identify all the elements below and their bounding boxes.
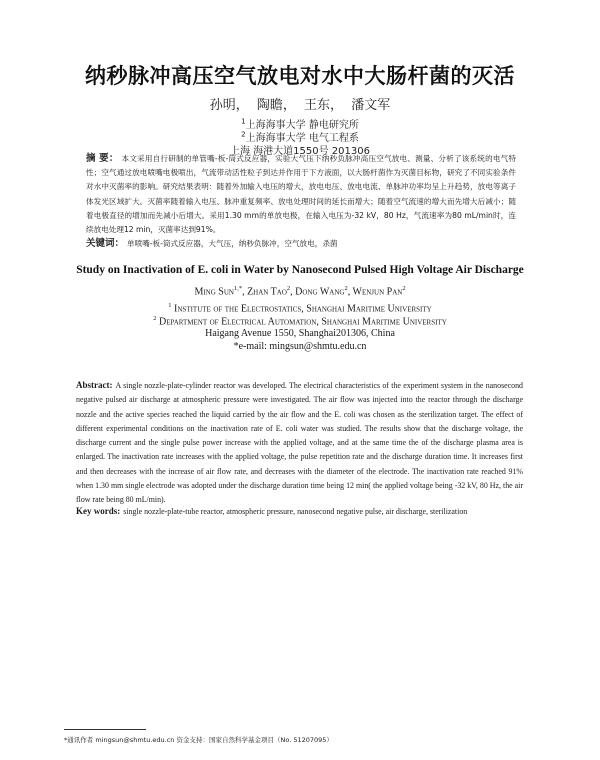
english-keywords-label: Key words: bbox=[76, 506, 121, 516]
affiliation-mark: 2 bbox=[153, 315, 157, 322]
affiliation-text: 上海海事大学 电气工程系 bbox=[245, 133, 359, 144]
author-mark: 2 bbox=[344, 285, 348, 292]
author-name: Zhan Tao bbox=[247, 286, 287, 298]
english-authors: Ming Sun$^{1,*}$, Zhan Tao$^2$, Dong Wang$^2$, Wenjun Pan$^2$ bbox=[194, 285, 406, 298]
english-email: *e-mail: mingsun@shmtu.edu.cn bbox=[233, 341, 367, 352]
chinese-abstract-label: 摘 要： bbox=[86, 153, 119, 164]
affiliation-mark: 1 bbox=[168, 302, 172, 309]
affiliation-text: Institute of the Electrostatics, Shanghai Maritime University bbox=[174, 303, 432, 315]
affiliation-mark: 2 bbox=[241, 130, 246, 139]
author-name: Dong Wang bbox=[295, 286, 345, 298]
chinese-keywords-label: 关键词： bbox=[86, 238, 125, 250]
english-affiliation-1 bbox=[0, 302, 600, 314]
chinese-authors: 孙明， 陶瞻， 王东， 潘文军 bbox=[209, 98, 391, 113]
author-name: Wenjun Pan bbox=[352, 286, 403, 298]
chinese-keywords: 单喷嘴-板-筒式反应器，大气压，纳秒负脉冲，空气放电，杀菌 bbox=[127, 239, 338, 249]
chinese-address: 上海 海港大道1550号 201306 bbox=[230, 146, 370, 157]
affiliation-text: Department of Electrical Automation, Shanghai Maritime University bbox=[158, 316, 447, 328]
affiliation-mark: 1 bbox=[241, 117, 246, 126]
author-mark: 2 bbox=[402, 285, 406, 292]
english-abstract-text: A single nozzle-plate-cylinder reactor was developed. The electrical characteristics of the experiment system in the nanosecond negative pulsed air discharge at atmospheric pressure were investigated. The air flow was injected into the reactor through the discharge nozzle and the active species reached the liquid carried by the air flow and the E. coli was chosen as the sterilization target. The effect of different experimental conditions on the inactivation rate of E. coli water was studied. The results show that the discharge voltage, the discharge current and the single pulse power increase with the applied voltage, and at the same time the of the discharge plasma area is enlarged. The inactivation rate increases with the applied voltage, the pulse repetition rate and the discharge duration time. It increases first and then decreases with the increase of air flow rate, and decreases with the diameter of the electrode. The inactivation rate reached 91% when 1.30 mm single electrode was adopted under the discharge duration time being 12 min( the applied voltage being -32 kV, 80 Hz, the air flow rate being 80 mL/min). bbox=[76, 381, 523, 505]
affiliation-text: 上海海事大学 静电研究所 bbox=[245, 120, 359, 131]
author-mark: 2 bbox=[286, 285, 291, 292]
footnote: *通讯作者 mingsun@shmtu.edu.cn 资金支持：国家自然科学基金项目（No. 51207095） bbox=[64, 736, 333, 744]
english-abstract-label: Abstract: bbox=[76, 380, 113, 390]
chinese-title: 纳秒脉冲高压空气放电对水中大肠杆菌的灭活 bbox=[85, 64, 515, 88]
english-affiliation-2 bbox=[0, 315, 600, 327]
english-keywords-text: single nozzle-plate-tube reactor, atmospheric pressure, nanosecond negative pulse, air discharge, sterilization bbox=[123, 507, 468, 516]
author-name: Ming Sun bbox=[194, 286, 234, 298]
english-keywords bbox=[76, 504, 523, 519]
english-title: Study on Inactivation of E. coli in Water by Nanosecond Pulsed High Voltage Air Discharge bbox=[76, 264, 524, 276]
chinese-abstract-text: 本文采用自行研制的单管嘴-板-筒式反应器，实验大气压下纳秒负脉冲高压空气放电、测量、分析了该系统的电气特性；空气通过放电喷嘴电极喷出，气流带动活性粒子到达并作用于下方液面，以大肠杆菌作为灭菌目标物，研究了不同实验条件对水中灭菌率的影响。研究结果表明：随着外加输入电压的增大，放电电压、放电电流、单脉冲功率均呈上升趋势，放电等离子体发光区域扩大。灭菌率随着输入电压、脉冲重复频率、放电处理时间的延长而增大；随着空气流速的增大而先增大后减小；随着电极直径的增加而先减小后增大。采用1.30 mm的单放电极，在输入电压为-32 kV，80 Hz，气流速率为80 mL/min时，连续放电处理12 min，灭菌率达到91%。 bbox=[86, 154, 516, 235]
english-abstract bbox=[76, 378, 523, 508]
author-mark: 1,* bbox=[233, 285, 243, 292]
chinese-abstract bbox=[86, 152, 516, 251]
english-address: Haigang Avenue 1550, Shanghai201306, China bbox=[205, 328, 395, 339]
footnote-divider bbox=[64, 729, 146, 730]
